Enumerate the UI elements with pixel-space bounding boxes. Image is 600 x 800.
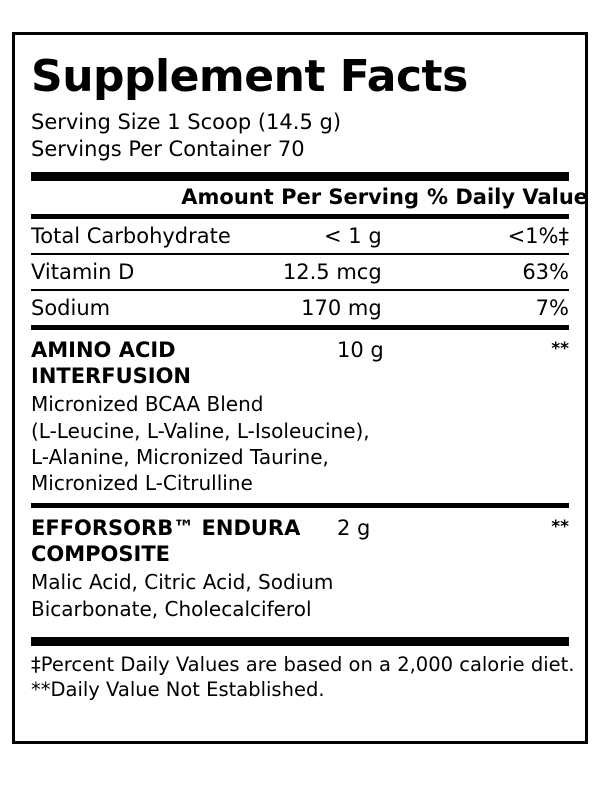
nutrient-dv: 63% — [390, 254, 569, 290]
ingredient-line: L-Alanine, Micronized Taurine, — [31, 445, 329, 470]
blend-name: EFFORSORB™ ENDURA COMPOSITE — [31, 515, 301, 567]
page-title: Supplement Facts — [31, 51, 468, 102]
ingredient-line: Malic Acid, Citric Acid, Sodium — [31, 570, 334, 595]
blend-efforsorb-endura-composite — [31, 508, 569, 622]
blend-ingredients — [31, 567, 569, 622]
blend-ingredients — [31, 389, 569, 497]
blend-header — [31, 337, 569, 390]
header-daily-value: % Daily Value — [427, 184, 589, 209]
blend-amount: 2 g — [337, 515, 371, 540]
nutrient-dv: <1%‡ — [507, 223, 569, 248]
table-row — [31, 219, 569, 254]
supplement-facts-panel — [12, 32, 588, 744]
table-header-row — [31, 181, 569, 214]
nutrition-table — [31, 181, 589, 214]
nutrient-dv: 7% — [390, 290, 569, 325]
blend-dv: ** — [551, 516, 569, 537]
footnote-daily-values: ‡Percent Daily Values are based on a 2,000 calorie diet. — [31, 653, 575, 677]
ingredient-line: Micronized BCAA Blend — [31, 392, 264, 417]
table-row — [31, 254, 569, 290]
serving-size-text: Serving Size 1 Scoop (14.5 g) — [31, 110, 342, 134]
spacer — [31, 622, 569, 628]
header-amount-per-serving: Amount Per Serving — [181, 184, 419, 209]
nutrient-name: Vitamin D — [31, 254, 210, 290]
servings-per-container-text: Servings Per Container 70 — [31, 136, 305, 161]
footnote-dv-not-established: **Daily Value Not Established. — [31, 678, 325, 702]
ingredient-line: Micronized L-Citrulline — [31, 471, 253, 496]
nutrient-amount: < 1 g — [324, 223, 382, 248]
blend-amount: 10 g — [337, 337, 384, 362]
nutrient-amount: 12.5 mcg — [210, 254, 389, 290]
nutrient-name: Sodium — [31, 290, 210, 325]
nutrient-rows — [31, 219, 569, 325]
blend-amino-acid-interfusion — [31, 330, 569, 497]
blend-name: AMINO ACID INTERFUSION — [31, 337, 191, 388]
header-blank — [31, 181, 159, 214]
nutrient-amount: 170 mg — [210, 290, 389, 325]
divider-thick-bottom — [31, 637, 569, 646]
footnotes — [31, 646, 575, 703]
blend-dv: ** — [551, 338, 569, 359]
divider-thick-top — [31, 172, 569, 181]
ingredient-line: Bicarbonate, Cholecalciferol — [31, 596, 312, 621]
blend-header — [31, 515, 569, 568]
table-row — [31, 290, 569, 325]
ingredient-line: (L-Leucine, L-Valine, L-Isoleucine), — [31, 418, 370, 443]
nutrient-name: Total Carbohydrate — [31, 223, 231, 248]
